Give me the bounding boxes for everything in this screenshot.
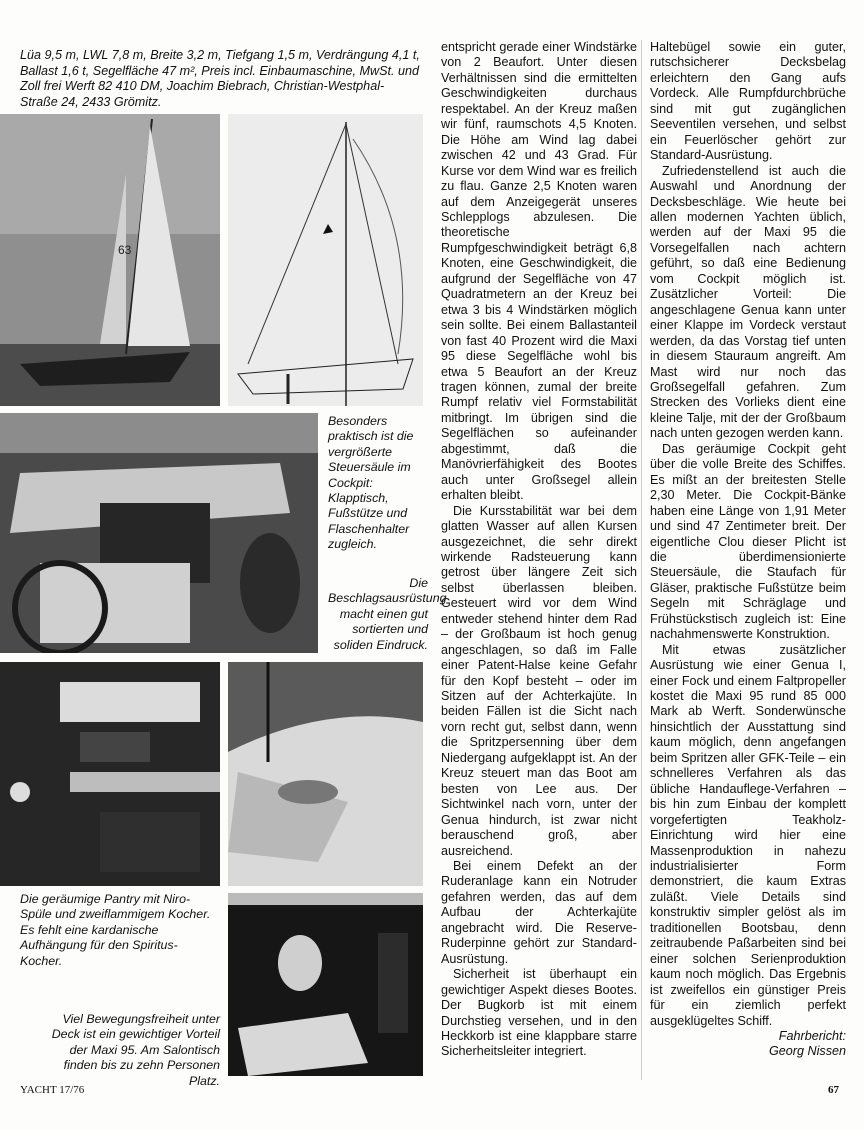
- page-number: 67: [828, 1084, 839, 1096]
- paragraph: Haltebügel sowie ein guter, rutschsicherer Decksbelag erleichtern den Gang aufs Vordeck. Alle Rumpfdurchbrüche sind mit gut zugänglichen Seeventilen versehen, und selbst ein Feuerlöscher gehört zur Standard-Ausrüstung.: [650, 40, 846, 163]
- photo-salon: [228, 893, 423, 1076]
- paragraph: entspricht gerade einer Windstärke von 2 Beaufort. Unter diesen Verhältnissen sind die ermittelten Geschwindigkeiten durchaus respektabel. An der Kreuz maßen wir fünf, raumschots 4,5 Knoten. Die Höhe am Wind lag dabei zwischen 42 und 43 Grad. Für Kurse vor dem Wind war es freilich zu flau. Ganze 2,5 Knoten waren auf dem Anzeigegerät unseres Schlepplogs abzulesen. Die theoretische Rumpfgeschwindigkeit beträgt 6,8 Knoten, eine Geschwindigkeit, die aufgrund der Segelfläche von 47 Quadratmetern an der Kreuz bei etwa 3 bis 4 Windstärken möglich sein sollte. Bei einem Ballastanteil von fast 40 Prozent wird die Maxi 95 diese Segelfläche wohl bis etwa 5 Beaufort an der Kreuz tragen können, zumal der breite Rumpf relativ viel Formstabilität mitbringt. Im übrigen sind die Segelflächen so aufeinander abgestimmt, daß die Manövrierfähigkeit des Bootes auch unter Großsegel allein erhalten bleibt.: [441, 40, 637, 503]
- spec-box: Lüa 9,5 m, LWL 7,8 m, Breite 3,2 m, Tiefgang 1,5 m, Verdrängung 4,1 t, Ballast 1,6 t, Segelfläche 47 m², Preis incl. Einbaumaschine, MwSt. und Zoll frei Werft 82 410 DM, Joachim Biebrach, Christian-Westphal-Straße 24, 2433 Grömitz.: [20, 48, 420, 109]
- caption-pantry: Die geräumige Pantry mit Niro-Spüle und zweiflammigem Kocher. Es fehlt eine kardanische Aufhängung für den Spiritus-Kocher.: [20, 892, 211, 968]
- byline-label: Fahrbericht:: [778, 1029, 846, 1043]
- footer-issue: YACHT 17/76: [20, 1084, 85, 1096]
- photo-cockpit: [0, 413, 318, 653]
- caption-steering-column: Besonders praktisch ist die vergrößerte Steuersäule im Cockpit: Klapptisch, Fußstütze und Flaschenhalter zugleich.: [328, 414, 414, 552]
- photo-deck: [228, 662, 423, 886]
- byline-author: Georg Nissen: [769, 1044, 846, 1059]
- caption-salon: Viel Bewegungsfreiheit unter Deck ist ein gewichtiger Vorteil der Maxi 95. Am Salontisch finden bis zu zehn Personen Platz.: [51, 1012, 220, 1088]
- paragraph: Bei einem Defekt an der Ruderanlage kann ein Notruder gefahren werden, das auf dem Aufbau der Achterkajüte angebracht wird. Die Reserve-Ruderpinne gehört zur Standard-Ausrüstung.: [441, 859, 637, 966]
- paragraph: Die Kursstabilität war bei dem glatten Wasser auf allen Kursen ausgezeichnet, die sehr direkt wirkende Radsteuerung kann getrost über längere Zeit sich selbst überlassen bleiben. Gesteuert wird vor dem Wind entweder stehend hinter dem Rad – der Großbaum ist hoch genug angeschlagen, so daß im Falle einer Patent-Halse keine Gefahr für den Kopf besteht – oder im Sitzen auf der Achterkajüte. In beiden Fällen ist die Sicht nach vorn recht gut, selbst dann, wenn die Spritzpersenning über dem Niedergang aufgeklappt ist. An der Kreuz steuert man das Boot am besten von Lee aus. Der Sichtwinkel nach vorn, unter der Genua hindurch, ist zwar nicht berauschend groß, aber ausreichend.: [441, 503, 637, 858]
- caption-deck-fittings: Die Beschlagsausrüstung macht einen gut sortierten und soliden Eindruck.: [328, 576, 447, 652]
- text-column-2: [650, 40, 846, 1080]
- photo-pantry: [0, 662, 220, 886]
- column-divider: [641, 40, 642, 1080]
- sail-number: 63: [118, 243, 132, 257]
- photo-yacht-sailing: [0, 114, 220, 406]
- paragraph: Sicherheit ist überhaupt ein gewichtiger Aspekt dieses Bootes. Der Bugkorb ist mit einem Durchstieg versehen, und in den Heckkorb ist eine klappbare starre Sicherheitsleiter integriert.: [441, 967, 637, 1059]
- text-column-1: [441, 40, 637, 1080]
- photo-sail-plan-drawing: [228, 114, 423, 406]
- paragraph: Zufriedenstellend ist auch die Auswahl und Anordnung der Decksbeschläge. Wie heute bei allen modernen Yachten üblich, werden auf der Maxi 95 die Vorsegelfallen nach achtern geführt, so daß eine Bedienung vom Cockpit möglich ist. Zusätzlicher Vorteil: Die angeschlagene Genua kann unter einer Klappe im Vordeck verstaut werden, da das Vorstag tief unten in diesem Stauraum angreift. Am Mast wird nur noch das Großsegelfall gefahren. Zum Strecken des Vorlieks dient eine kleine Talje, mit der der Großbaum nach unten gezogen werden kann.: [650, 163, 846, 441]
- paragraph: Das geräumige Cockpit geht über die volle Breite des Schiffes. Es mißt an der breitesten Stelle 2,30 Meter. Die Cockpit-Bänke haben eine Länge von 1,91 Meter und sind 47 Zentimeter breit. Der eigentliche Clou dieser Plicht ist die überdimensionierte Steuersäule, die Staufach für Gläser, praktische Fußstütze beim Segeln mit Schräglage und Frühstückstisch zugleich ist: Eine nachahmenswerte Konstruktion.: [650, 441, 846, 642]
- paragraph: Mit etwas zusätzlicher Ausrüstung wie einer Genua I, einer Fock und einem Faltpropeller kostet die Maxi 95 rund 85 000 Mark ab Werft. Sonderwünsche hinsichtlich der Ausstattung sind kaum möglich, denn angefangen beim Spritzen aller GFK-Teile – ein schnelleres Verfahren als das übliche Handauflege-Verfahren – bis hin zum Einbau der komplett vorgefertigten Teakholz-Einrichtung wird hier eine Massenproduktion in nahezu industrialisierter Form demonstriert, die kaum Extras zuläßt. Viele Details sind konstruktiv simpler gelöst als im traditionellen Bootsbau, denn zeitraubende Paßarbeiten sind bei einer solchen Serienproduktion kaum noch möglich. Das Ergebnis ist zweifellos ein günstiger Preis für ein ziemlich perfekt ausgeklügeltes Schiff.: [650, 642, 846, 1028]
